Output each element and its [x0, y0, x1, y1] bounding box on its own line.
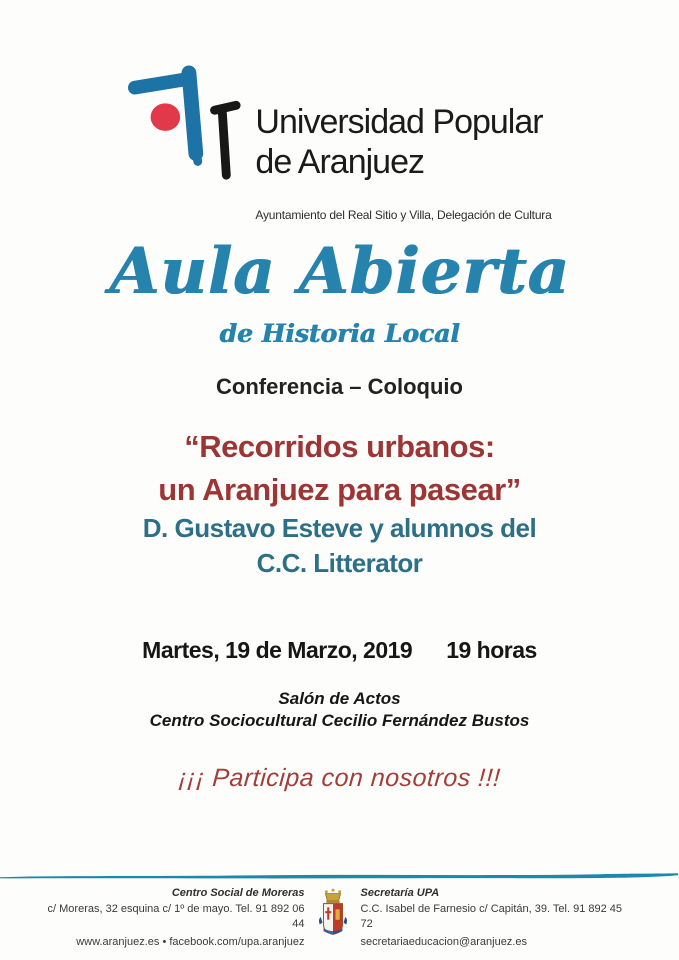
teal-brushstroke-divider [0, 869, 679, 883]
venue-name: Centro Sociocultural Cecilio Fernández Bustos [149, 711, 530, 731]
footer-right-title: Secretaría UPA [360, 887, 440, 899]
footer-left-block [47, 886, 305, 950]
script-headline: Aula Abierta [109, 234, 570, 309]
footer-left-web: www.aranjuez.es • facebook.com/upa.aranjuez [76, 936, 305, 948]
talk-title-line2: un Aranjuez para pasear” [158, 472, 521, 508]
event-time: 19 horas [446, 637, 537, 664]
footer-left-title: Centro Social de Moreras [171, 887, 305, 899]
cta-participa: ¡¡¡ Participa con nosotros !!! [177, 764, 502, 793]
speaker-block [0, 511, 679, 581]
aranjuez-crest-icon [314, 886, 352, 944]
speaker-line1: D. Gustavo Esteve y alumnos del [142, 513, 537, 544]
footer-right-email: secretariaeducacion@aranjuez.es [360, 936, 527, 948]
org-subtitle: Ayuntamiento del Real Sitio y Villa, Delegación de Cultura [255, 208, 552, 222]
upa-brushstroke-logo-icon [127, 60, 245, 190]
org-title-line2: de Aranjuez [255, 143, 425, 181]
venue-room: Salón de Actos [278, 689, 401, 709]
event-date: Martes, 19 de Marzo, 2019 [142, 637, 413, 664]
venue-block [0, 688, 679, 732]
footer-right-address: C.C. Isabel de Farnesio c/ Capitán, 39. Tel. 91 892 45 72 [360, 903, 623, 930]
footer-left-address: c/ Moreras, 32 esquina c/ 1º de mayo. Tel. 91 892 06 44 [47, 903, 305, 930]
script-subheadline: de Historia Local [219, 319, 460, 349]
header [0, 0, 679, 222]
footer-right-block [361, 886, 633, 950]
talk-title [0, 425, 679, 511]
date-time-line [0, 637, 679, 664]
footer [0, 886, 679, 950]
org-title-line1: Universidad Popular [255, 103, 543, 141]
org-name-block [255, 60, 551, 222]
speaker-line2: C.C. Litterator [256, 548, 423, 579]
talk-title-line1: “Recorridos urbanos: [184, 429, 495, 465]
event-type-label: Conferencia – Coloquio [216, 374, 463, 400]
